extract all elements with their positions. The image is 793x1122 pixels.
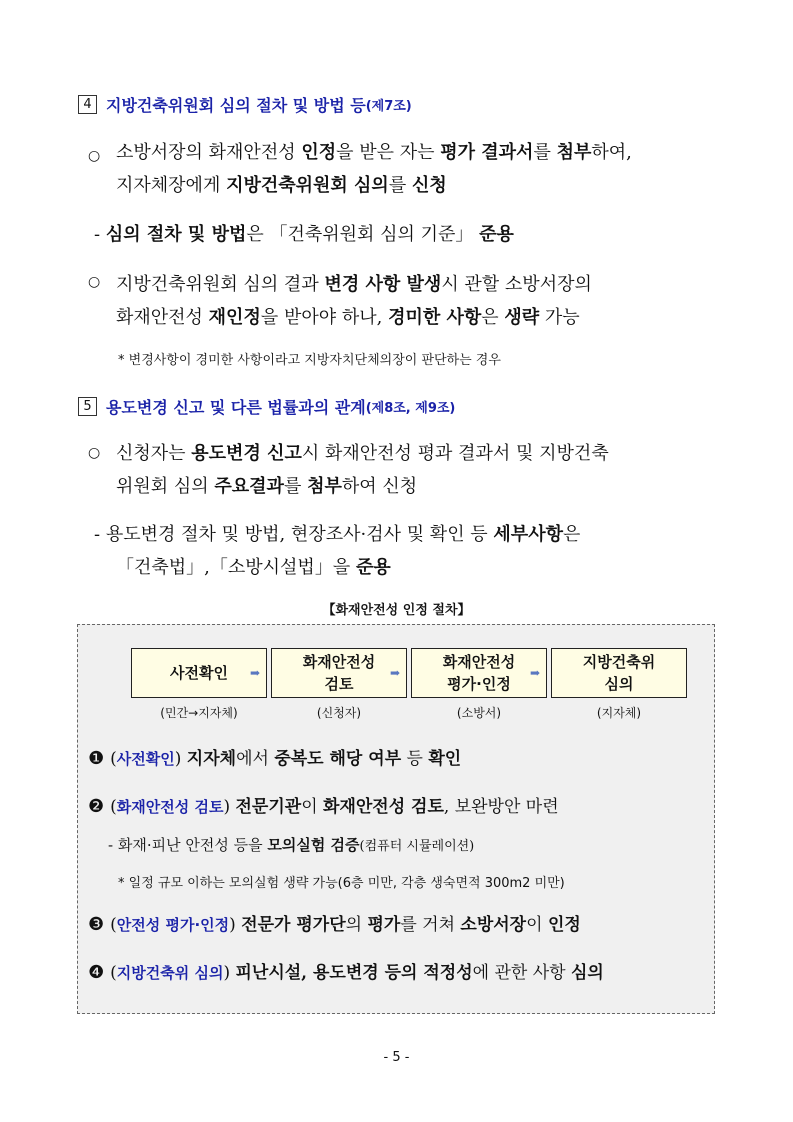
step-label: 지방건축위 — [582, 653, 656, 671]
procedure-title: 【화재안전성 인정 절차】 — [322, 603, 471, 618]
bold-text: 지자체 — [186, 749, 237, 769]
step-box-3 — [411, 648, 547, 698]
bold-text: 인정 — [547, 915, 581, 935]
item-label: 안전성 평가·인정 — [116, 916, 230, 934]
procedure-item-4: ❹ (지방건축위 심의) 피난시설, 용도변경 등의 적정성에 관한 사항 심의 — [88, 962, 604, 983]
text: 를 거쳐 — [400, 915, 461, 935]
bold-text: 세부사항 — [493, 524, 563, 545]
bold-text: 화재안전성 검토 — [323, 797, 444, 817]
item-number: ❸ — [88, 914, 105, 935]
bold-text: 소방서장 — [460, 915, 527, 935]
text: 를 — [283, 476, 308, 497]
section-number-box: 4 — [78, 95, 97, 114]
step-actor: (민간→지자체) — [160, 706, 238, 720]
text: 은 「건축위원회 심의 기준」 — [246, 224, 474, 245]
bold-text: 재인정 — [208, 307, 261, 328]
bold-text: 첨부 — [556, 142, 592, 163]
bold-text: 확인 — [428, 749, 462, 769]
item-label: 사전확인 — [116, 750, 175, 768]
procedure-footnote: * 일정 규모 이하는 모의실험 생략 가능(6층 미만, 각층 생숙면적 300m2 미만) — [118, 876, 565, 891]
bold-text: 준용 — [479, 224, 514, 245]
text: 을 받은 자는 — [336, 142, 441, 163]
page-number: - 5 - — [383, 1050, 410, 1065]
procedure-item-1: ❶ (사전확인) 지자체에서 중복도 해당 여부 등 확인 — [88, 748, 462, 769]
bold-text: 전문기관 — [235, 797, 302, 817]
paragraph-use-change — [116, 437, 726, 503]
text: 화재·피난 안전성 등을 — [117, 836, 268, 854]
step-box-4 — [551, 648, 687, 698]
bold-text: 심의 절차 및 방법 — [105, 224, 247, 245]
bold-text: 첨부 — [307, 476, 342, 497]
bold-text: 용도변경 신고 — [191, 443, 302, 464]
paragraph-application — [116, 136, 726, 202]
section-5-heading — [78, 395, 455, 418]
step-box-1 — [131, 648, 267, 698]
text: 시 화재안전성 평과 결과서 및 지방건축 — [301, 443, 609, 464]
text: 이 — [526, 915, 548, 935]
text: (컴퓨터 시뮬레이션) — [359, 839, 475, 854]
text: , 보완방안 마련 — [443, 797, 559, 817]
item-number: ❶ — [88, 748, 105, 769]
bold-text: 전문가 평가단 — [241, 915, 346, 935]
dash-bullet: - — [94, 524, 101, 545]
step-label: 화재안전성 — [442, 653, 516, 671]
text: 를 — [533, 142, 557, 163]
text: 하여, — [591, 142, 632, 163]
text: 에서 — [236, 749, 275, 769]
bold-text: 모의실험 검증 — [267, 836, 360, 854]
bold-text: 심의 — [570, 963, 604, 983]
step-label: 평가·인정 — [447, 675, 511, 693]
item-label: 지방건축위 심의 — [116, 964, 224, 982]
right-arrow-icon: ➡ — [530, 666, 541, 680]
text: 등 — [401, 749, 429, 769]
step-label: 사전확인 — [170, 664, 228, 682]
step-label: 심의 — [604, 675, 634, 693]
section-title: 용도변경 신고 및 다른 법률과의 관계 — [106, 398, 366, 417]
step-actor: (소방서) — [456, 706, 502, 720]
bold-text: 인정 — [301, 142, 337, 163]
bold-text: 주요결과 — [214, 476, 284, 497]
section-article-ref: (제8조, 제9조) — [365, 401, 456, 416]
text: 화재안전성 — [116, 307, 209, 328]
text: 은 — [562, 524, 581, 545]
bold-text: 경미한 사항 — [388, 307, 482, 328]
paragraph-procedure — [94, 218, 514, 251]
text: 용도변경 절차 및 방법, 현장조사·검사 및 확인 등 — [105, 524, 494, 545]
bold-text: 평가 — [367, 915, 401, 935]
text: 신청자는 — [116, 443, 192, 464]
right-arrow-icon: ➡ — [250, 666, 261, 680]
text: 지자체장에게 — [116, 175, 227, 196]
procedure-item-2: ❷ (화재안전성 검토) 전문기관이 화재안전성 검토, 보완방안 마련 — [88, 796, 559, 817]
text: 「건축법」,「소방시설법」을 — [116, 557, 356, 578]
circle-bullet: ○ — [88, 148, 101, 164]
bold-text: 준용 — [355, 557, 391, 578]
step-label: 화재안전성 — [302, 653, 376, 671]
bold-text: 피난시설, 용도변경 등의 적정성 — [235, 963, 473, 983]
bold-text: 신청 — [411, 175, 447, 196]
step-box-2 — [271, 648, 407, 698]
circle-bullet: ○ — [88, 445, 101, 461]
section-article-ref: (제7조) — [365, 99, 412, 114]
text: 소방서장의 화재안전성 — [116, 142, 302, 163]
text: 을 받아야 하나, — [260, 307, 389, 328]
text: 지방건축위원회 심의 결과 — [116, 274, 325, 295]
text: 가능 — [539, 307, 580, 328]
circle-bullet: ○ — [88, 274, 101, 290]
text: 를 — [388, 175, 412, 196]
item-number: ❹ — [88, 962, 105, 983]
item-label: 화재안전성 검토 — [116, 798, 224, 816]
step-label: 검토 — [324, 675, 354, 693]
item-number: ❷ — [88, 796, 105, 817]
dash-bullet: - — [94, 224, 101, 245]
text: 위원회 심의 — [116, 476, 215, 497]
bold-text: 지방건축위원회 심의 — [226, 175, 389, 196]
step-actor: (신청자) — [316, 706, 362, 720]
text: 에 관한 사항 — [472, 963, 571, 983]
step-actor: (지자체) — [596, 706, 642, 720]
procedure-item-3: ❸ (안전성 평가·인정) 전문가 평가단의 평가를 거쳐 소방서장이 인정 — [88, 914, 581, 935]
section-4-heading — [78, 93, 412, 116]
text: 은 — [481, 307, 505, 328]
text: 하여 신청 — [341, 476, 418, 497]
text: 의 — [345, 915, 368, 935]
text: 시 관할 소방서장의 — [441, 274, 592, 295]
paragraph-changes — [116, 268, 726, 334]
right-arrow-icon: ➡ — [390, 666, 401, 680]
section-number-box: 5 — [78, 397, 97, 416]
footnote: * 변경사항이 경미한 사항이라고 지방자치단체의장이 판단하는 경우 — [118, 353, 501, 368]
bold-text: 변경 사항 발생 — [324, 274, 442, 295]
bold-text: 중복도 해당 여부 — [274, 749, 402, 769]
paragraph-details — [94, 518, 724, 584]
dash-bullet: - — [108, 836, 114, 854]
section-title: 지방건축위원회 심의 절차 및 방법 등 — [106, 96, 366, 115]
text: 이 — [301, 797, 324, 817]
bold-text: 생략 — [504, 307, 540, 328]
bold-text: 평가 결과서 — [440, 142, 534, 163]
procedure-sub-item — [108, 834, 474, 855]
